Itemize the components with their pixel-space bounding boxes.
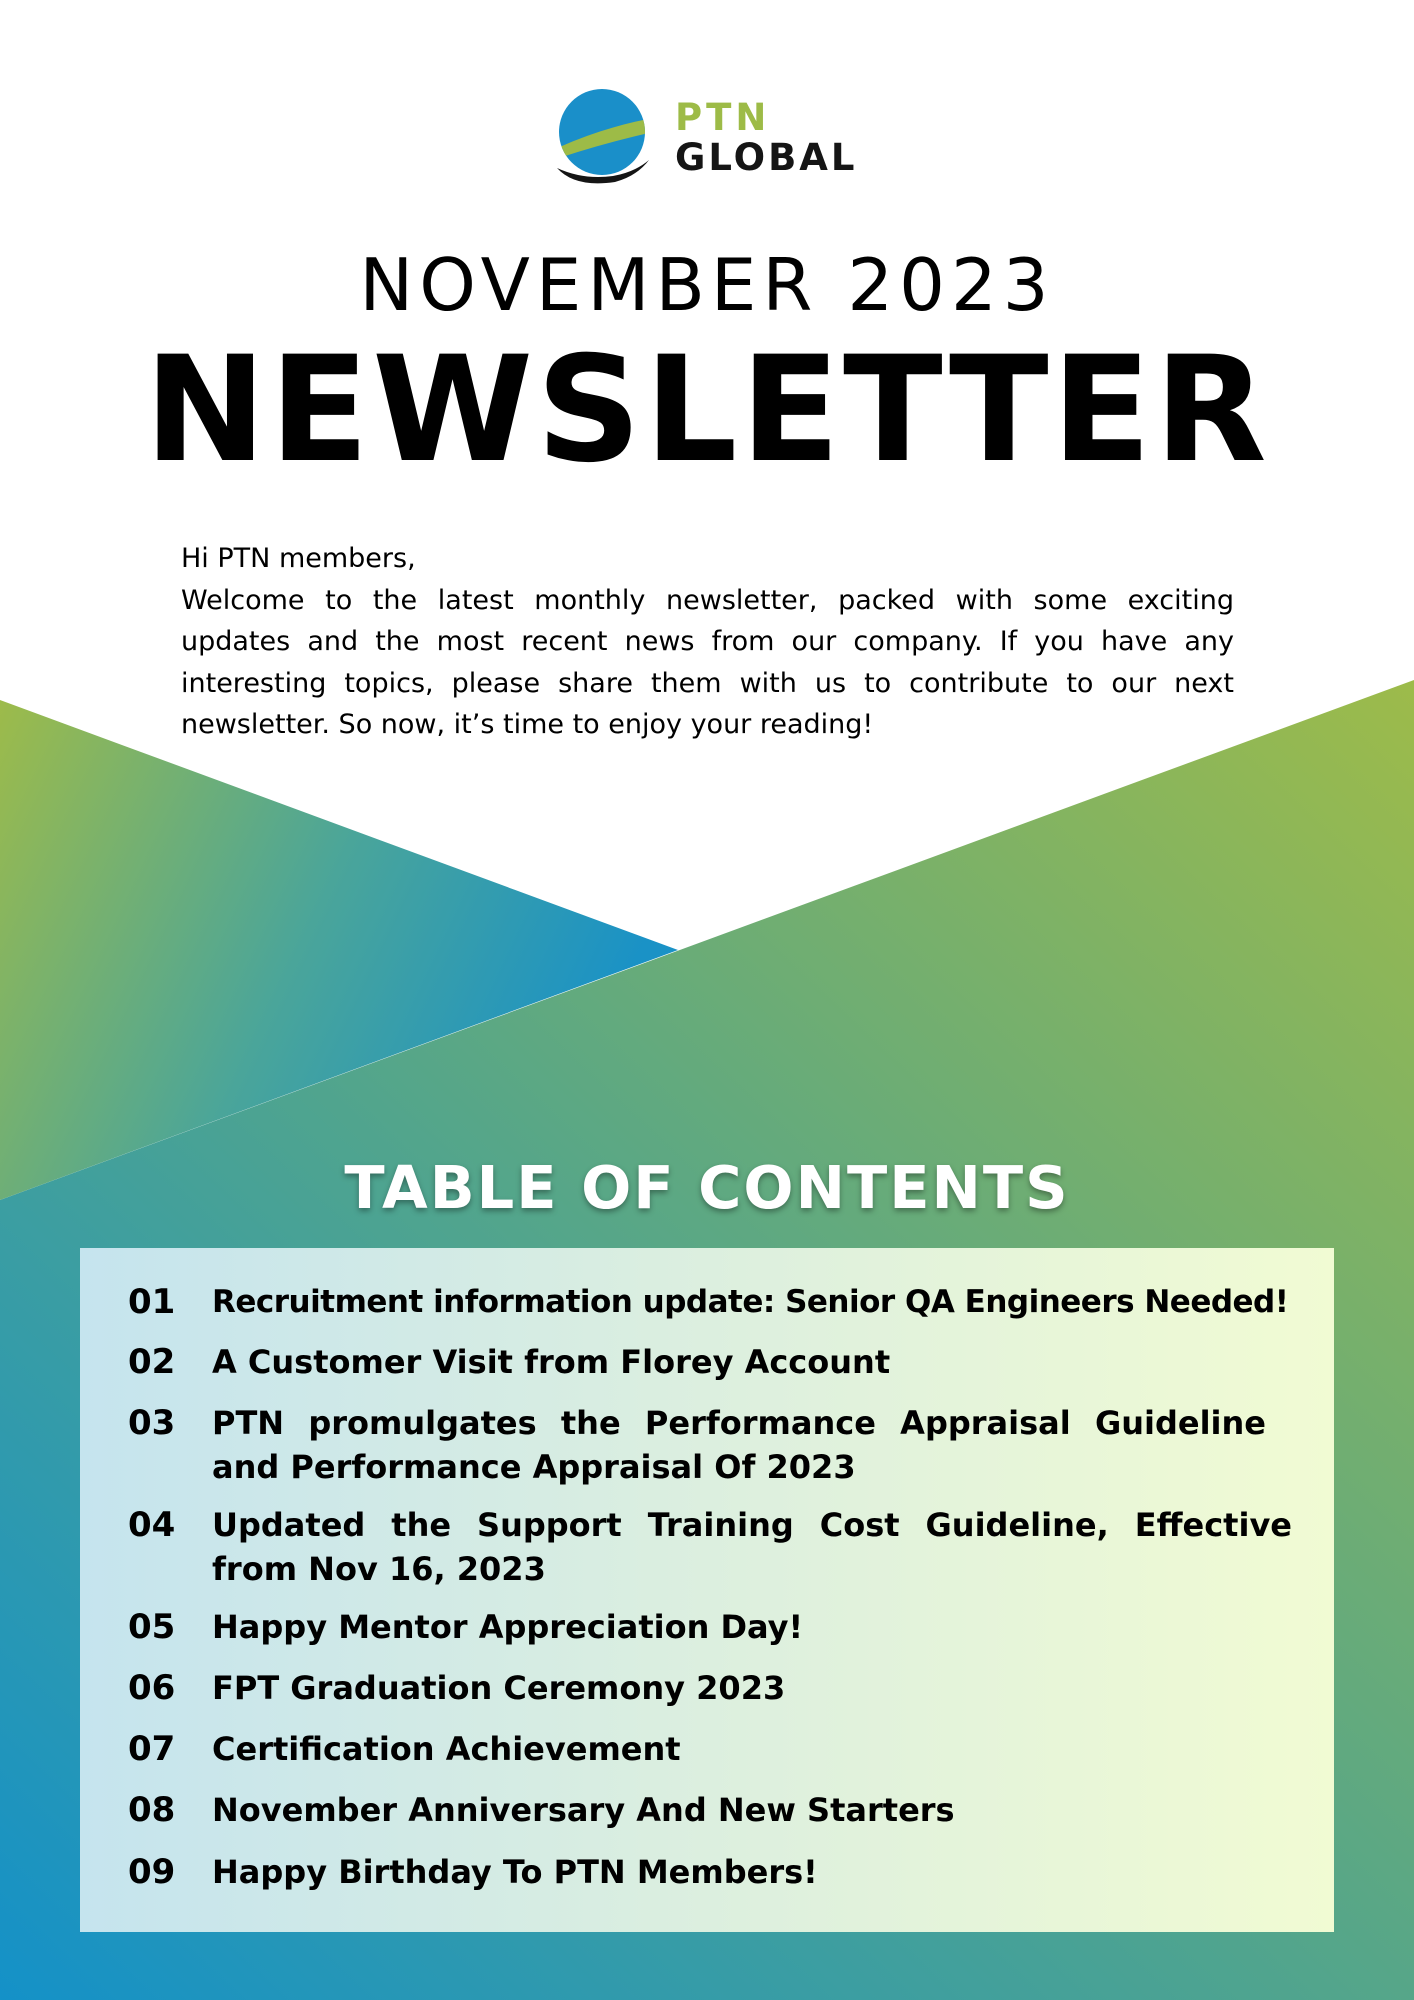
company-logo [555,88,875,198]
intro-greeting: Hi PTN members, [181,543,416,574]
intro-body: Welcome to the latest monthly newsletter, packed with some exciting updates and the most recent news from our company. If you have any interesting topics, please share them with us to contribute to our next newsletter. So now, it’s time to enjoy your reading! [181,584,1234,740]
toc-item-text: Certification Achievement [212,1730,681,1768]
logo-ptn-text: PTN [675,96,771,139]
logo-global-text: GLOBAL [675,136,858,179]
toc-item-number: 01 [128,1282,176,1322]
globe-logo-icon [555,88,655,194]
toc-item-number: 04 [128,1505,176,1545]
toc-item-number: 08 [128,1790,176,1830]
toc-item-text: Recruitment information update: Senior QA Engineers Needed! [212,1284,1289,1320]
toc-item-text: FPT Graduation Ceremony 2023 [212,1669,786,1707]
toc-item-text: November Anniversary And New Starters [212,1791,955,1829]
toc-item-text: PTN promulgates the Performance Appraisal Guideline and Performance Appraisal Of 2023 [212,1404,1266,1486]
page-title: NEWSLETTER [144,325,1270,495]
toc-panel [80,1248,1334,1932]
toc-item-text: A Customer Visit from Florey Account [212,1343,891,1381]
toc-item-text: Happy Birthday To PTN Members! [212,1853,818,1891]
toc-item-number: 09 [128,1852,176,1892]
toc-title: TABLE OF CONTENTS [344,1153,1070,1222]
toc-item-number: 02 [128,1342,176,1382]
toc-item-text: Happy Mentor Appreciation Day! [212,1608,804,1646]
issue-month: NOVEMBER 2023 [359,243,1055,327]
toc-item-number: 07 [128,1729,176,1769]
intro-paragraph [181,538,1234,746]
toc-item-number: 03 [128,1403,176,1443]
toc-item-text: Updated the Support Training Cost Guideline, Effective from Nov 16, 2023 [212,1506,1292,1588]
toc-item-number: 05 [128,1607,176,1647]
toc-item-number: 06 [128,1668,176,1708]
